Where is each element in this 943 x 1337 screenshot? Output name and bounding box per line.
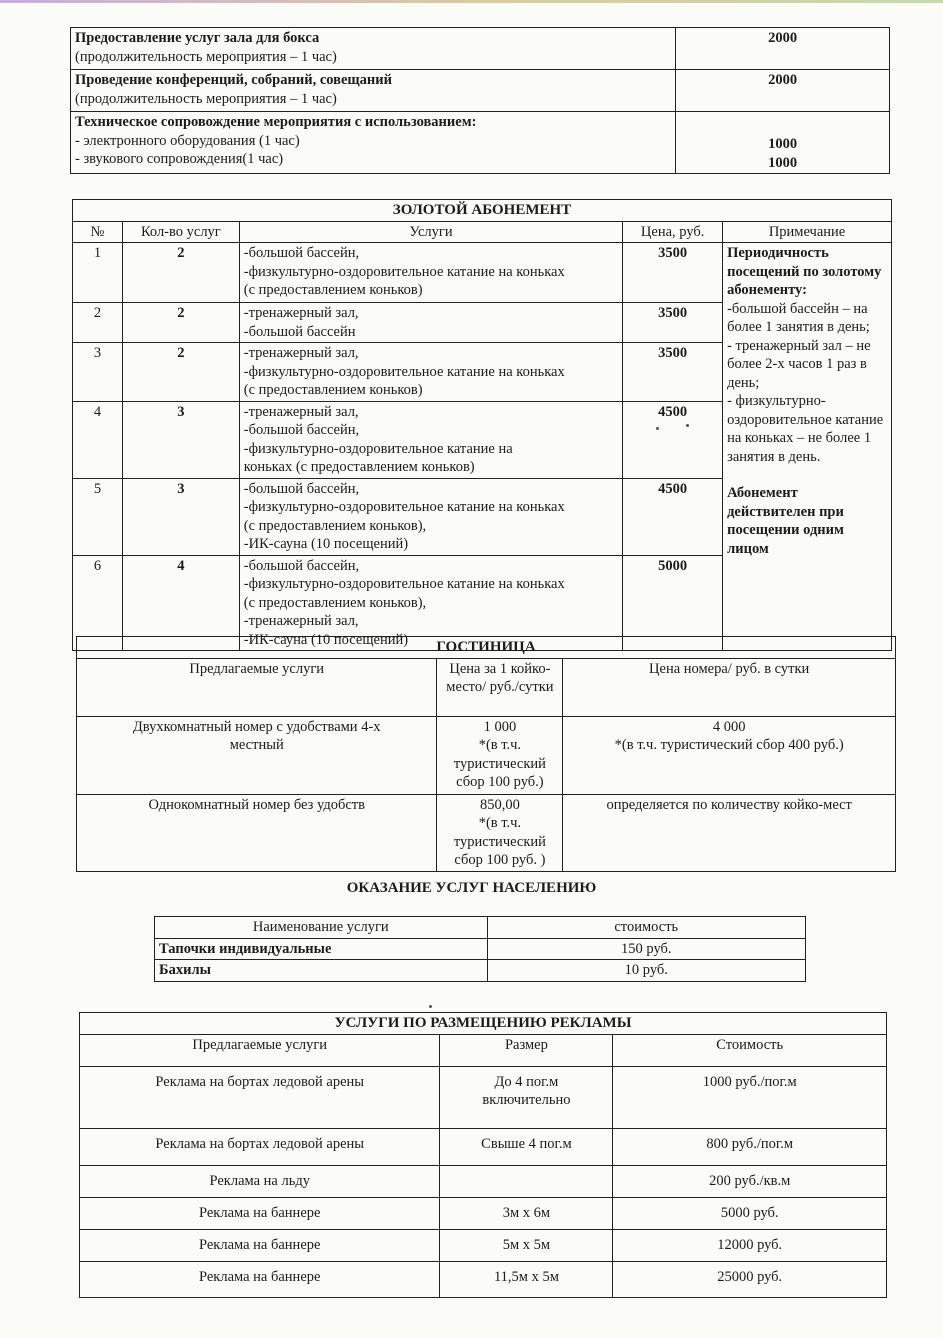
gold-service-line: -большой бассейн, [243, 480, 360, 497]
ads-price: 12000 руб. [613, 1229, 887, 1261]
ads-header-cell: Стоимость [613, 1034, 887, 1066]
hotel-bed-price: 850,00 [479, 796, 520, 813]
gold-service-line: -ИК-сауна (10 посещений) [243, 536, 409, 552]
gold-service-line: -тренажерный зал, [243, 305, 359, 321]
gold-header-row [73, 221, 892, 243]
public-name: Бахилы [155, 960, 488, 982]
gold-service-line: (с предоставлением коньков) [243, 382, 423, 398]
service-price: 1000 [768, 136, 798, 152]
ads-price: 200 руб./кв.м [613, 1165, 887, 1197]
gold-note-line: - тренажерный зал – не более 2-х часов 1 раз в день; [727, 337, 871, 391]
service-price: 2000 [676, 70, 890, 112]
hotel-header-cell: Предлагаемые услуги [77, 658, 437, 716]
gold-services [239, 243, 622, 303]
gold-num: 6 [73, 555, 123, 651]
service-note: (продолжительность мероприятия – 1 час) [75, 48, 337, 65]
ads-size: 5м х 5м [440, 1229, 613, 1261]
gold-num: 3 [73, 343, 123, 402]
gold-note-line: -большой бассейн – на более 1 занятия в день; [727, 300, 870, 335]
public-table [154, 916, 806, 982]
hotel-service: Двухкомнатный номер с удобствами 4-х местный [77, 716, 437, 794]
gold-price: 3500 [623, 303, 723, 343]
ads-row [80, 1066, 887, 1128]
ads-size [440, 1165, 613, 1197]
gold-header-cell: Примечание [723, 221, 892, 243]
hotel-bed-note: *(в т.ч. туристический сбор 100 руб.) [453, 737, 546, 790]
gold-services [239, 401, 622, 478]
service-note: (продолжительность мероприятия – 1 час) [75, 90, 337, 107]
service-prices [676, 112, 890, 174]
hotel-room-cell [563, 794, 896, 871]
gold-service-line: -физкультурно-оздоровительное катание на [243, 440, 513, 457]
gold-service-line: (с предоставлением коньков), [243, 517, 427, 534]
gold-note-footer: Абонемент действителен при посещении одним лицом [727, 485, 844, 557]
gold-services [239, 303, 622, 343]
gold-service-line: -тренажерный зал, [243, 613, 359, 629]
gold-qty: 3 [122, 478, 239, 555]
ads-size: Свыше 4 пог.м [440, 1128, 613, 1165]
hotel-bed-note: *(в т.ч. туристический сбор 100 руб. ) [453, 815, 546, 868]
hotel-title: ГОСТИНИЦА [77, 637, 896, 659]
gold-qty: 2 [122, 303, 239, 343]
gold-qty: 3 [122, 401, 239, 478]
gold-qty: 4 [122, 555, 239, 651]
gold-price: 3500 [623, 243, 723, 303]
gold-service-line: -большой бассейн, [243, 422, 360, 438]
gold-header-cell: Цена, руб. [623, 221, 723, 243]
hotel-room-note: *(в т.ч. туристический сбор 400 руб.) [614, 737, 844, 753]
hotel-header-row [77, 658, 896, 716]
scan-edge [0, 0, 943, 3]
service-cell [71, 112, 676, 174]
hotel-bed-cell [437, 794, 563, 871]
service-name: Предоставление услуг зала для бокса [75, 30, 320, 46]
ads-size: 11,5м х 5м [440, 1261, 613, 1297]
gold-service-line: -физкультурно-оздоровительное катание на коньках [243, 499, 565, 515]
gold-service-line: -большой бассейн, [243, 557, 360, 574]
ads-service: Реклама на льду [80, 1165, 440, 1197]
ads-row [80, 1128, 887, 1165]
public-header-cell: Наименование услуги [155, 917, 488, 939]
ads-header-cell: Размер [440, 1034, 613, 1066]
hotel-row [77, 794, 896, 871]
public-price: 10 руб. [487, 960, 805, 982]
gold-services [239, 478, 622, 555]
ads-price: 1000 руб./пог.м [613, 1066, 887, 1128]
gold-service-line: -физкультурно-оздоровительное катание на коньках [243, 576, 565, 592]
public-header-row [155, 917, 806, 939]
gold-qty: 2 [122, 343, 239, 402]
gold-service-line: -ИК-сауна (10 посещений) [243, 631, 409, 648]
gold-service-line: коньках (с предоставлением коньков) [243, 459, 475, 475]
gold-services [239, 343, 622, 402]
ads-table [79, 1012, 887, 1298]
gold-num: 5 [73, 478, 123, 555]
service-row [71, 28, 890, 70]
service-cell [71, 28, 676, 70]
hotel-table [76, 636, 896, 872]
public-row [155, 960, 806, 982]
gold-service-line: -тренажерный зал, [243, 345, 359, 361]
service-cell [71, 70, 676, 112]
ads-header-row [80, 1034, 887, 1066]
public-name: Тапочки индивидуальные [155, 938, 488, 960]
hotel-header-cell: Цена номера/ руб. в сутки [563, 658, 896, 716]
service-name: Техническое сопровождение мероприятия с использованием: [75, 114, 477, 130]
public-title: ОКАЗАНИЕ УСЛУГ НАСЕЛЕНИЮ [346, 880, 597, 896]
ads-size: До 4 пог.м включительно [440, 1066, 613, 1128]
ads-header-cell: Предлагаемые услуги [80, 1034, 440, 1066]
gold-service-line: -физкультурно-оздоровительное катание на коньках [243, 263, 565, 280]
ads-service: Реклама на баннере [80, 1229, 440, 1261]
ads-service: Реклама на баннере [80, 1261, 440, 1297]
gold-service-line: (с предоставлением коньков), [243, 594, 427, 611]
service-item: - звукового сопровождения(1 час) [75, 151, 284, 167]
gold-service-line: -большой бассейн [243, 323, 356, 340]
ads-price: 5000 руб. [613, 1197, 887, 1229]
scan-speck [429, 1005, 432, 1008]
hotel-row [77, 716, 896, 794]
gold-num: 1 [73, 243, 123, 303]
gold-price: 3500 [623, 343, 723, 402]
gold-qty: 2 [122, 243, 239, 303]
service-row [71, 112, 890, 174]
gold-note-title: Периодичность посещений по золотому абонементу: [727, 245, 882, 298]
services-top-table [70, 27, 890, 174]
hotel-bed-price: 1 000 [483, 718, 517, 735]
gold-price: 5000 [623, 555, 723, 651]
gold-num: 2 [73, 303, 123, 343]
hotel-header-cell: Цена за 1 койко-место/ руб./сутки [437, 658, 563, 716]
gold-header-cell: № [73, 221, 123, 243]
gold-price: 4500 [623, 478, 723, 555]
gold-table [72, 199, 892, 651]
hotel-room-cell [563, 716, 896, 794]
service-price: 1000 [768, 154, 798, 171]
gold-title: ЗОЛОТОЙ АБОНЕМЕНТ [73, 200, 892, 222]
ads-row [80, 1229, 887, 1261]
ads-service: Реклама на бортах ледовой арены [80, 1128, 440, 1165]
gold-service-line: -большой бассейн, [243, 245, 360, 261]
service-price: 2000 [676, 28, 890, 70]
gold-note-line: - физкультурно-оздоровительное катание на коньках – не более 1 занятия в день. [727, 393, 884, 465]
gold-price: 4500 [623, 401, 723, 478]
gold-service-line: -тренажерный зал, [243, 403, 359, 420]
ads-service: Реклама на бортах ледовой арены [80, 1066, 440, 1128]
hotel-bed-cell [437, 716, 563, 794]
gold-note [723, 243, 892, 651]
scan-speck [686, 424, 689, 427]
ads-title: УСЛУГИ ПО РАЗМЕЩЕНИЮ РЕКЛАМЫ [80, 1013, 887, 1035]
service-name: Проведение конференций, собраний, совещаний [75, 72, 392, 88]
gold-service-line: (с предоставлением коньков) [243, 282, 423, 298]
public-row [155, 938, 806, 960]
service-row [71, 70, 890, 112]
ads-service: Реклама на баннере [80, 1197, 440, 1229]
hotel-room-price: 4 000 [712, 718, 746, 735]
gold-num: 4 [73, 401, 123, 478]
ads-row [80, 1165, 887, 1197]
gold-header-cell: Услуги [239, 221, 622, 243]
hotel-service: Однокомнатный номер без удобств [77, 794, 437, 871]
ads-price: 25000 руб. [613, 1261, 887, 1297]
hotel-room-price: определяется по количеству койко-мест [606, 796, 852, 813]
scan-speck [656, 427, 659, 430]
gold-row [73, 243, 892, 303]
ads-row [80, 1261, 887, 1297]
ads-price: 800 руб./пог.м [613, 1128, 887, 1165]
public-header-cell: стоимость [487, 917, 805, 939]
gold-service-line: -физкультурно-оздоровительное катание на коньках [243, 363, 565, 380]
service-item: - электронного оборудования (1 час) [75, 132, 300, 149]
public-price: 150 руб. [487, 938, 805, 960]
ads-size: 3м х 6м [440, 1197, 613, 1229]
gold-header-cell: Кол-во услуг [122, 221, 239, 243]
ads-row [80, 1197, 887, 1229]
